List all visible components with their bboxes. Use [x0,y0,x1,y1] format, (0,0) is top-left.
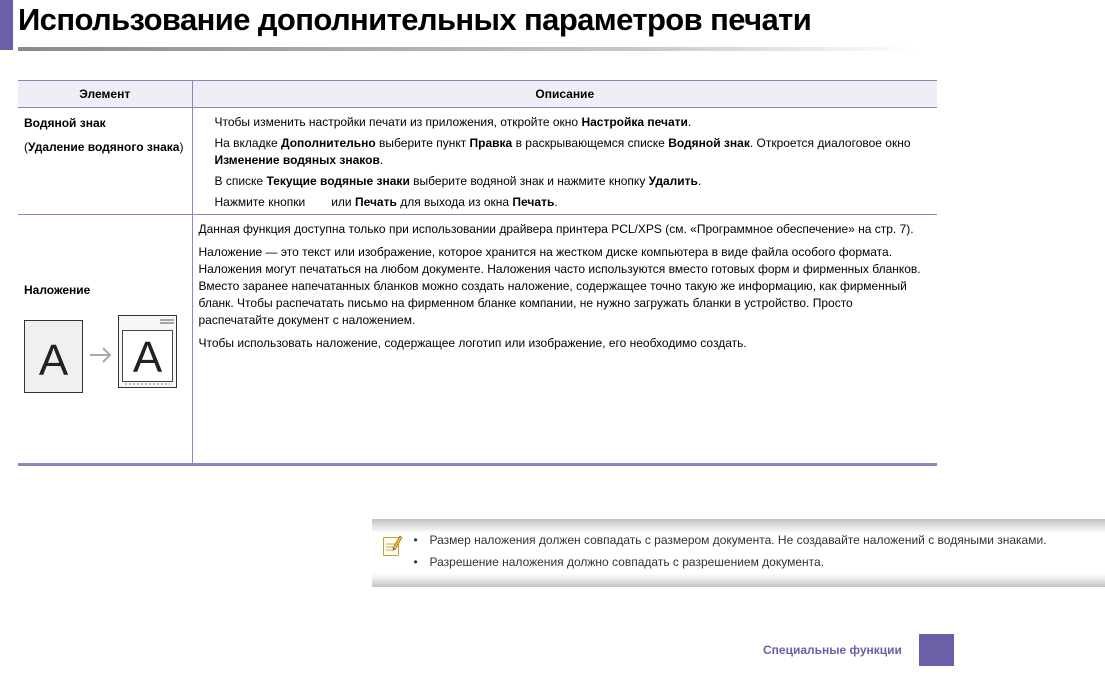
overlay-description-cell [192,215,1047,569]
title-underline [18,47,918,51]
parameters-table [18,80,1047,569]
left-accent-bar [0,0,13,50]
arrow-right-icon [90,348,110,362]
overlay-page-letter: A [132,333,163,382]
watermark-step: В списке Текущие водяные знаки выберите водяной знак и нажмите кнопку Удалить. [214,174,702,188]
overlay-paragraph: Наложение — это текст или изображение, которое хранится на жестком диске компьютера в виде файла особого формата. Наложения могут печататься на любом документе. Наложения часто используются вместо готовых форм и фирменных бланков. Вместо заранее напечатанных бланков можно создать наложение, содержащее точно такую же информацию, как фирменный бланк. Чтобы распечатать письмо на фирменном бланке компании, не нужно загружать бланки в устройство. Просто распечатайте документ с наложением. [198,245,921,327]
table-header-row [18,81,937,108]
header-element: Элемент [18,81,192,108]
table-row [18,108,937,215]
watermark-subtitle: (Удаление водяного знака) [24,140,184,154]
page-number-tab[interactable] [919,634,954,666]
table-row [18,215,937,465]
watermark-description-cell [192,108,937,215]
footer-section-link[interactable]: Специальные функции [763,643,902,657]
overlay-illustration [24,315,184,395]
overlay-element-cell [18,215,192,465]
overlay-paragraph: Чтобы использовать наложение, содержащее логотип или изображение, его необходимо создать. [198,336,747,350]
watermark-element-cell [18,108,192,215]
overlay-paragraph: Данная функция доступна только при использовании драйвера принтера PCL/XPS (см. «Программное обеспечение» на стр. 7). [198,222,914,236]
watermark-name: Водяной знак [24,116,106,130]
page-title: Использование дополнительных параметров печати [18,2,812,37]
note-icon [381,533,403,557]
watermark-step: На вкладке Дополнительно выберите пункт Правка в раскрывающемся списке Водяной знак. Откроется диалоговое окно Изменение водяных знаков. [214,136,911,167]
note-box [372,519,1105,587]
header-description: Описание [192,81,937,108]
overlay-name: Наложение [24,283,91,297]
watermark-step: Чтобы изменить настройки печати из приложения, откройте окно Настройка печати. [214,115,692,129]
note-item: • Разрешение наложения должно совпадать с разрешением документа. [414,554,1047,571]
watermark-step: Нажмите кнопки или Печать для выхода из окна Печать. [214,195,558,209]
note-item: • Размер наложения должен совпадать с размером документа. Не создавайте наложений с водяными знаками. [414,532,1047,549]
plain-page-letter: A [38,336,69,385]
